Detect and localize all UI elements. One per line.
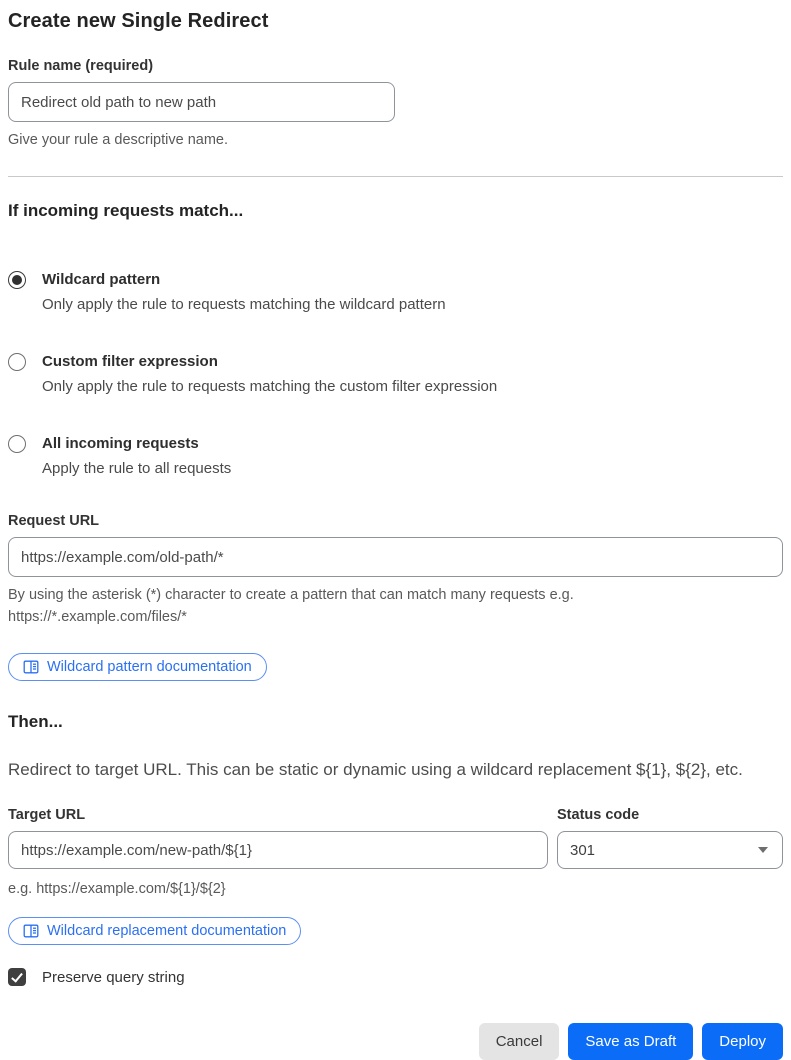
radio-option-text <box>42 351 497 397</box>
deploy-button[interactable]: Deploy <box>702 1023 783 1060</box>
request-url-help <box>8 584 783 628</box>
radio-option-text <box>42 433 231 479</box>
wildcard-replacement-docs-button[interactable] <box>8 917 301 945</box>
then-section-description: Redirect to target URL. This can be static or dynamic using a wildcard replacement ${1}, ${2}, etc. <box>8 760 743 779</box>
target-url-help: e.g. https://example.com/${1}/${2} <box>8 881 226 897</box>
request-url-input[interactable] <box>8 537 783 577</box>
open-book-icon <box>23 923 39 939</box>
radio-option-label: All incoming requests <box>42 435 199 452</box>
request-url-help-line1: By using the asterisk (*) character to create a pattern that can match many requests e.g. <box>8 587 574 603</box>
radio-option-description: Apply the rule to all requests <box>42 460 232 477</box>
radio-option-custom-filter-expression[interactable] <box>8 351 783 397</box>
chevron-down-icon <box>758 847 768 853</box>
rule-name-field <box>8 58 783 151</box>
target-url-field <box>8 807 548 900</box>
doc-button-label: Wildcard replacement documentation <box>47 923 287 939</box>
target-url-label: Target URL <box>8 807 86 823</box>
target-and-status-row <box>8 807 783 900</box>
preserve-query-label: Preserve query string <box>42 968 185 986</box>
status-code-label: Status code <box>557 807 640 823</box>
radio-option-label: Wildcard pattern <box>42 271 161 288</box>
radio-button-icon[interactable] <box>8 353 26 371</box>
open-book-icon <box>23 659 39 675</box>
preserve-query-checkbox[interactable] <box>8 968 26 986</box>
request-url-field <box>8 513 783 628</box>
status-code-field <box>557 807 783 900</box>
doc-button-label: Wildcard pattern documentation <box>47 659 252 675</box>
page-title: Create new Single Redirect <box>8 10 269 32</box>
create-redirect-form <box>8 10 783 1060</box>
radio-option-description: Only apply the rule to requests matching the wildcard pattern <box>42 296 446 313</box>
radio-option-all-incoming-requests[interactable] <box>8 433 783 479</box>
radio-button-icon[interactable] <box>8 271 26 289</box>
radio-option-label: Custom filter expression <box>42 353 218 370</box>
radio-option-text <box>42 269 446 315</box>
radio-option-wildcard-pattern[interactable] <box>8 269 783 315</box>
target-url-input[interactable] <box>8 831 548 869</box>
status-code-select[interactable] <box>557 831 783 869</box>
footer-actions <box>8 1023 783 1060</box>
rule-name-label: Rule name (required) <box>8 58 154 74</box>
cancel-button[interactable]: Cancel <box>479 1023 560 1060</box>
wildcard-pattern-docs-button[interactable] <box>8 653 267 681</box>
then-section-heading: Then... <box>8 712 63 731</box>
status-code-value: 301 <box>570 841 596 859</box>
match-section-heading: If incoming requests match... <box>8 201 244 220</box>
save-as-draft-button[interactable]: Save as Draft <box>568 1023 693 1060</box>
section-divider <box>8 176 783 177</box>
request-url-label: Request URL <box>8 513 100 529</box>
radio-button-icon[interactable] <box>8 435 26 453</box>
rule-name-help: Give your rule a descriptive name. <box>8 132 229 148</box>
rule-name-input[interactable] <box>8 82 395 122</box>
request-url-help-line2: https://*.example.com/files/* <box>8 609 187 625</box>
radio-option-description: Only apply the rule to requests matching the custom filter expression <box>42 378 498 395</box>
preserve-query-string-row[interactable] <box>8 968 783 986</box>
